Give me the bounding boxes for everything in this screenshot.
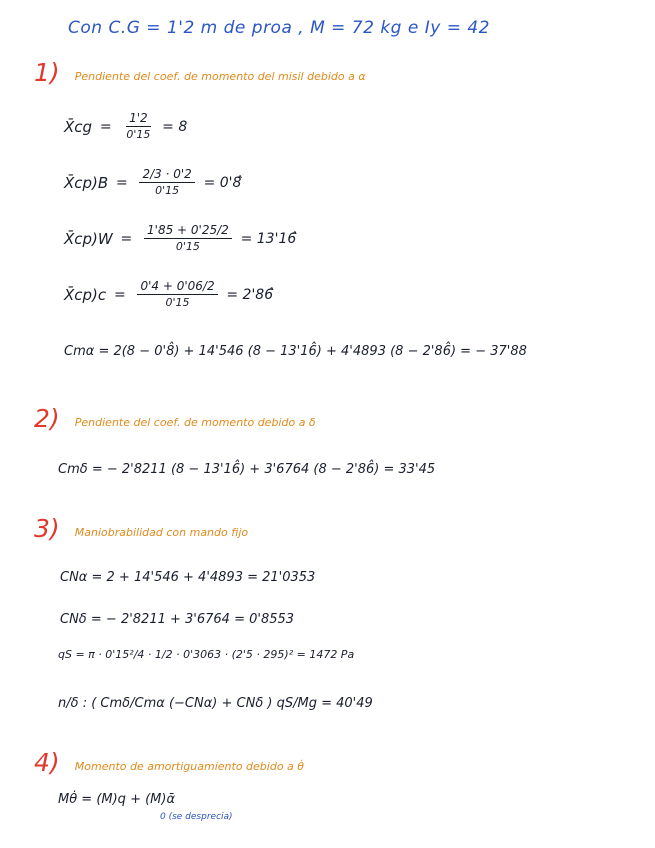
eq-xcpc-result: = 2'86̂ — [226, 286, 274, 303]
eq-xcg-lhs: X̄cg — [64, 117, 93, 136]
section-2-heading — [34, 404, 316, 433]
section-4-number: 4) — [34, 748, 60, 777]
eq-xcg: X̄cg = $\frac{1'2}{0'15}$ = 8 — [64, 111, 188, 141]
section-3-heading — [34, 514, 248, 543]
section-3-title: Maniobrabilidad con mando fijo — [74, 526, 249, 539]
eq-man-result: = 40'49 — [321, 696, 373, 711]
eq-cnd: CNδ = − 2'8211 + 3'6764 = 0'8553 — [60, 612, 295, 627]
eq-xcpw: X̄cp)W = $\frac{1'85 + 0'25/2}{0'15}$ = 13'16̂ — [64, 223, 297, 253]
eq-qs: qS = π · 0'15²/4 · 1/2 · 0'3063 · (2'5 · 295)² = 1472 Pa — [58, 648, 355, 661]
eq-cna: CNα = 2 + 14'546 + 4'4893 = 21'0353 — [60, 570, 316, 585]
eq-xcpb: X̄cp)B = $\frac{2/3 \cdot 0'2}{0'15}$ = 0'8̂ — [64, 167, 242, 197]
eq-mtheta-note: 0 (se desprecia) — [160, 812, 233, 822]
section-3-number: 3) — [34, 514, 60, 543]
eq-xcg-result: = 8 — [162, 118, 188, 135]
eq-mtheta: Mθ̇ = (M)q + (M)ᾱ — [58, 792, 176, 807]
eq-man-body: : ( Cmδ/Cmα (−CNα) + CNδ ) qS/Mg — [82, 696, 317, 711]
section-2-number: 2) — [34, 404, 60, 433]
eq-xcpb-result: = 0'8̂ — [203, 174, 242, 191]
eq-xcg-fraction: $\frac{1'2}{0'15}$ — [126, 111, 151, 141]
eq-xcpw-lhs: X̄cp)W — [64, 229, 113, 248]
eq-xcpw-fraction: $\frac{1'85 + 0'25/2}{0'15}$ — [144, 224, 232, 253]
eq-xcpc: X̄cp)c = $\frac{0'4 + 0'06/2}{0'15}$ = 2'86̂ — [64, 279, 274, 309]
eq-xcpb-fraction: $\frac{2/3 \cdot 0'2}{0'15}$ — [139, 168, 194, 197]
eq-maniobrabilidad — [58, 696, 373, 711]
section-1-number: 1) — [34, 58, 60, 87]
section-1-title: Pendiente del coef. de momento del misil debido a α — [74, 70, 366, 83]
eq-xcpc-fraction: $\frac{0'4 + 0'06/2}{0'15}$ — [137, 280, 217, 309]
section-2-title: Pendiente del coef. de momento debido a δ — [74, 416, 316, 429]
section-4-heading — [34, 748, 304, 777]
header-line: Con C.G = 1'2 m de proa , M = 72 kg e Iy = 42 — [68, 18, 490, 38]
eq-xcpb-lhs: X̄cp)B — [64, 173, 109, 192]
section-4-title: Momento de amortiguamiento debido a θ̇ — [74, 760, 305, 773]
section-1-heading — [34, 58, 366, 87]
eq-cmd: Cmδ = − 2'8211 (8 − 13'16̂) + 3'6764 (8 − 2'86̂) = 33'45 — [58, 462, 436, 477]
eq-xcpw-result: = 13'16̂ — [240, 230, 297, 247]
eq-xcpc-lhs: X̄cp)c — [64, 285, 107, 304]
eq-cma: Cmα = 2(8 − 0'8̂) + 14'546 (8 − 13'16̂) + 4'4893 (8 − 2'86̂) = − 37'88 — [64, 344, 527, 359]
eq-man-lhs: n/δ — [58, 696, 79, 711]
